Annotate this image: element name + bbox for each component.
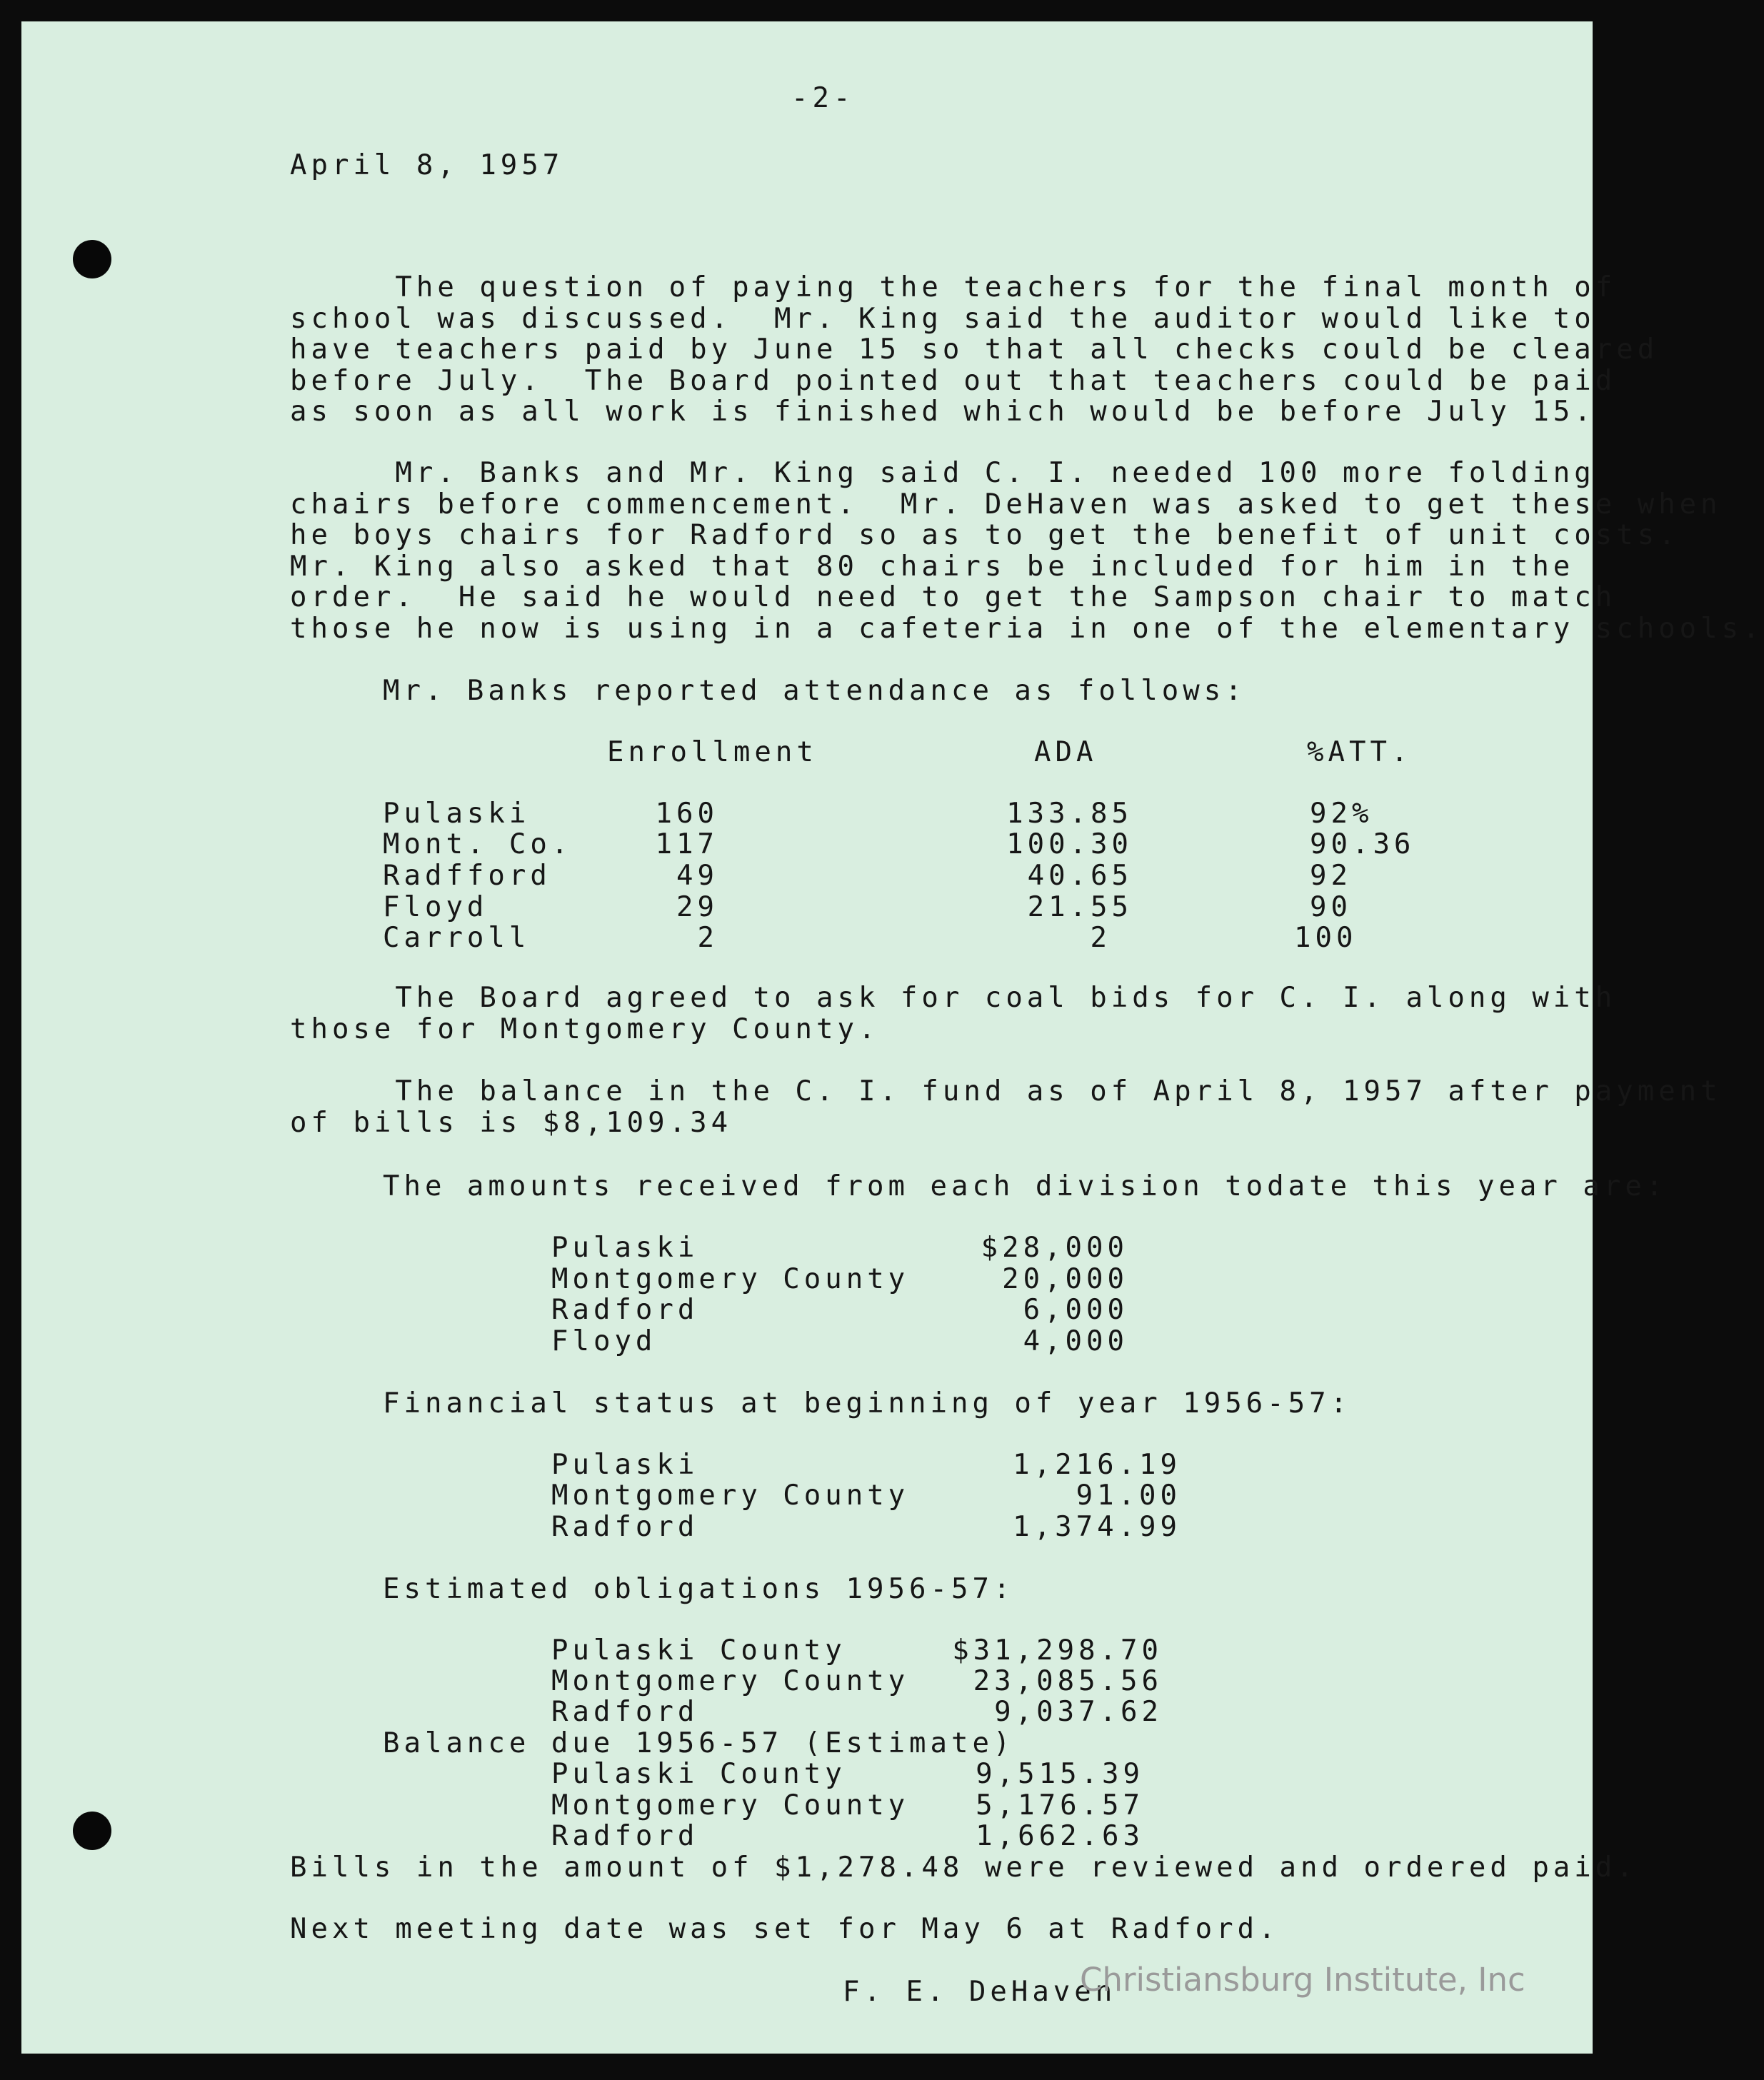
paragraph-teacher-pay: The question of paying the teachers for the final month of school was discussed. Mr. King said the auditor would like to have teachers paid by June 15 so that all checks could be cleared before July. The Board pointed out that teachers could be paid as soon as all work is finished which would be before July 15. bbox=[290, 271, 1659, 428]
list-item-name: Radford bbox=[551, 1820, 699, 1852]
list-item-name: Pulaski County bbox=[551, 1758, 846, 1790]
next-meeting-paragraph: Next meeting date was set for May 6 at Radford. bbox=[290, 1913, 1280, 1945]
bills-paragraph: Bills in the amount of $1,278.48 were reviewed and ordered paid. bbox=[290, 1852, 1638, 1884]
row-ada: 2 bbox=[1090, 922, 1111, 954]
row-ada: 100.30 bbox=[1006, 828, 1133, 860]
row-ada: 40.65 bbox=[1027, 860, 1133, 892]
row-name: Mont. Co. bbox=[383, 828, 573, 860]
row-ada: 133.85 bbox=[1006, 798, 1133, 830]
row-ada: 21.55 bbox=[1027, 891, 1133, 923]
obligations-intro: Estimated obligations 1956-57: bbox=[383, 1573, 1015, 1605]
paragraph-chairs: Mr. Banks and Mr. King said C. I. needed 100 more folding chairs before commencement. Mr. DeHaven was asked to get these when he boys chairs for Radford so as to get the benefit of unit costs. Mr. King also asked that 80 chairs be included for him in the order. He said he would need to get the Sampson chair to match those he now is using in a cafeteria in one of the elementary schools. bbox=[290, 457, 1764, 645]
amounts-intro: The amounts received from each division todate this year are: bbox=[383, 1170, 1668, 1202]
list-item-amount: 1,216.19 bbox=[1013, 1449, 1181, 1481]
row-enrollment: 29 bbox=[676, 891, 718, 923]
list-item-name: Floyd bbox=[551, 1325, 657, 1357]
list-item-amount: 5,176.57 bbox=[976, 1789, 1144, 1822]
row-att: 92 bbox=[1310, 860, 1352, 892]
punch-hole-top bbox=[73, 240, 111, 278]
date-line: April 8, 1957 bbox=[290, 149, 564, 181]
list-item-amount: 1,662.63 bbox=[976, 1820, 1144, 1852]
row-enrollment: 2 bbox=[697, 922, 718, 954]
row-enrollment: 160 bbox=[655, 798, 718, 830]
list-item-amount: $31,298.70 bbox=[952, 1634, 1163, 1667]
list-item-amount: 9,515.39 bbox=[976, 1758, 1144, 1790]
signature: F. E. DeHaven bbox=[843, 1976, 1117, 2008]
list-item-amount: 9,037.62 bbox=[994, 1696, 1163, 1728]
row-enrollment: 117 bbox=[655, 828, 718, 860]
list-item-name: Radford bbox=[551, 1511, 699, 1543]
row-name: Radfford bbox=[383, 860, 551, 892]
list-item-amount: 6,000 bbox=[1023, 1294, 1128, 1326]
list-item-name: Pulaski County bbox=[551, 1634, 846, 1667]
list-item-amount: 91.00 bbox=[1076, 1479, 1181, 1512]
list-item-name: Pulaski bbox=[551, 1232, 699, 1264]
list-item-name: Pulaski bbox=[551, 1449, 699, 1481]
balance-due-heading: Balance due 1956-57 (Estimate) bbox=[383, 1727, 1015, 1759]
list-item-name: Montgomery County bbox=[551, 1665, 910, 1697]
list-item-name: Montgomery County bbox=[551, 1263, 910, 1295]
list-item-amount: 1,374.99 bbox=[1013, 1511, 1181, 1543]
list-item-name: Radford bbox=[551, 1696, 699, 1728]
row-att: 92% bbox=[1310, 798, 1373, 830]
list-item-amount: 20,000 bbox=[1002, 1263, 1128, 1295]
page-number: -2- bbox=[791, 82, 855, 114]
header-ada: ADA bbox=[1034, 736, 1098, 768]
header-enrollment: Enrollment bbox=[607, 736, 818, 768]
paragraph-coal-bids: The Board agreed to ask for coal bids for C. I. along with those for Montgomery County. bbox=[290, 982, 1617, 1045]
list-item-name: Montgomery County bbox=[551, 1789, 910, 1822]
attendance-intro: Mr. Banks reported attendance as follows: bbox=[383, 675, 1246, 707]
row-att: 90.36 bbox=[1310, 828, 1415, 860]
row-name: Pulaski bbox=[383, 798, 531, 830]
watermark: Christiansburg Institute, Inc bbox=[1080, 1961, 1525, 1999]
row-enrollment: 49 bbox=[676, 860, 718, 892]
list-item-amount: 4,000 bbox=[1023, 1325, 1128, 1357]
row-name: Carroll bbox=[383, 922, 531, 954]
row-att: 90 bbox=[1310, 891, 1352, 923]
list-item-amount: 23,085.56 bbox=[973, 1665, 1163, 1697]
header-att: %ATT. bbox=[1307, 736, 1413, 768]
row-name: Floyd bbox=[383, 891, 488, 923]
financial-status-intro: Financial status at beginning of year 1956-57: bbox=[383, 1387, 1352, 1420]
row-att: 100 bbox=[1294, 922, 1358, 954]
list-item-name: Radford bbox=[551, 1294, 699, 1326]
paragraph-balance: The balance in the C. I. fund as of April 8, 1957 after payment of bills is $8,109.34 bbox=[290, 1075, 1722, 1139]
list-item-amount: $28,000 bbox=[981, 1232, 1128, 1264]
punch-hole-bottom bbox=[73, 1812, 111, 1850]
list-item-name: Montgomery County bbox=[551, 1479, 910, 1512]
